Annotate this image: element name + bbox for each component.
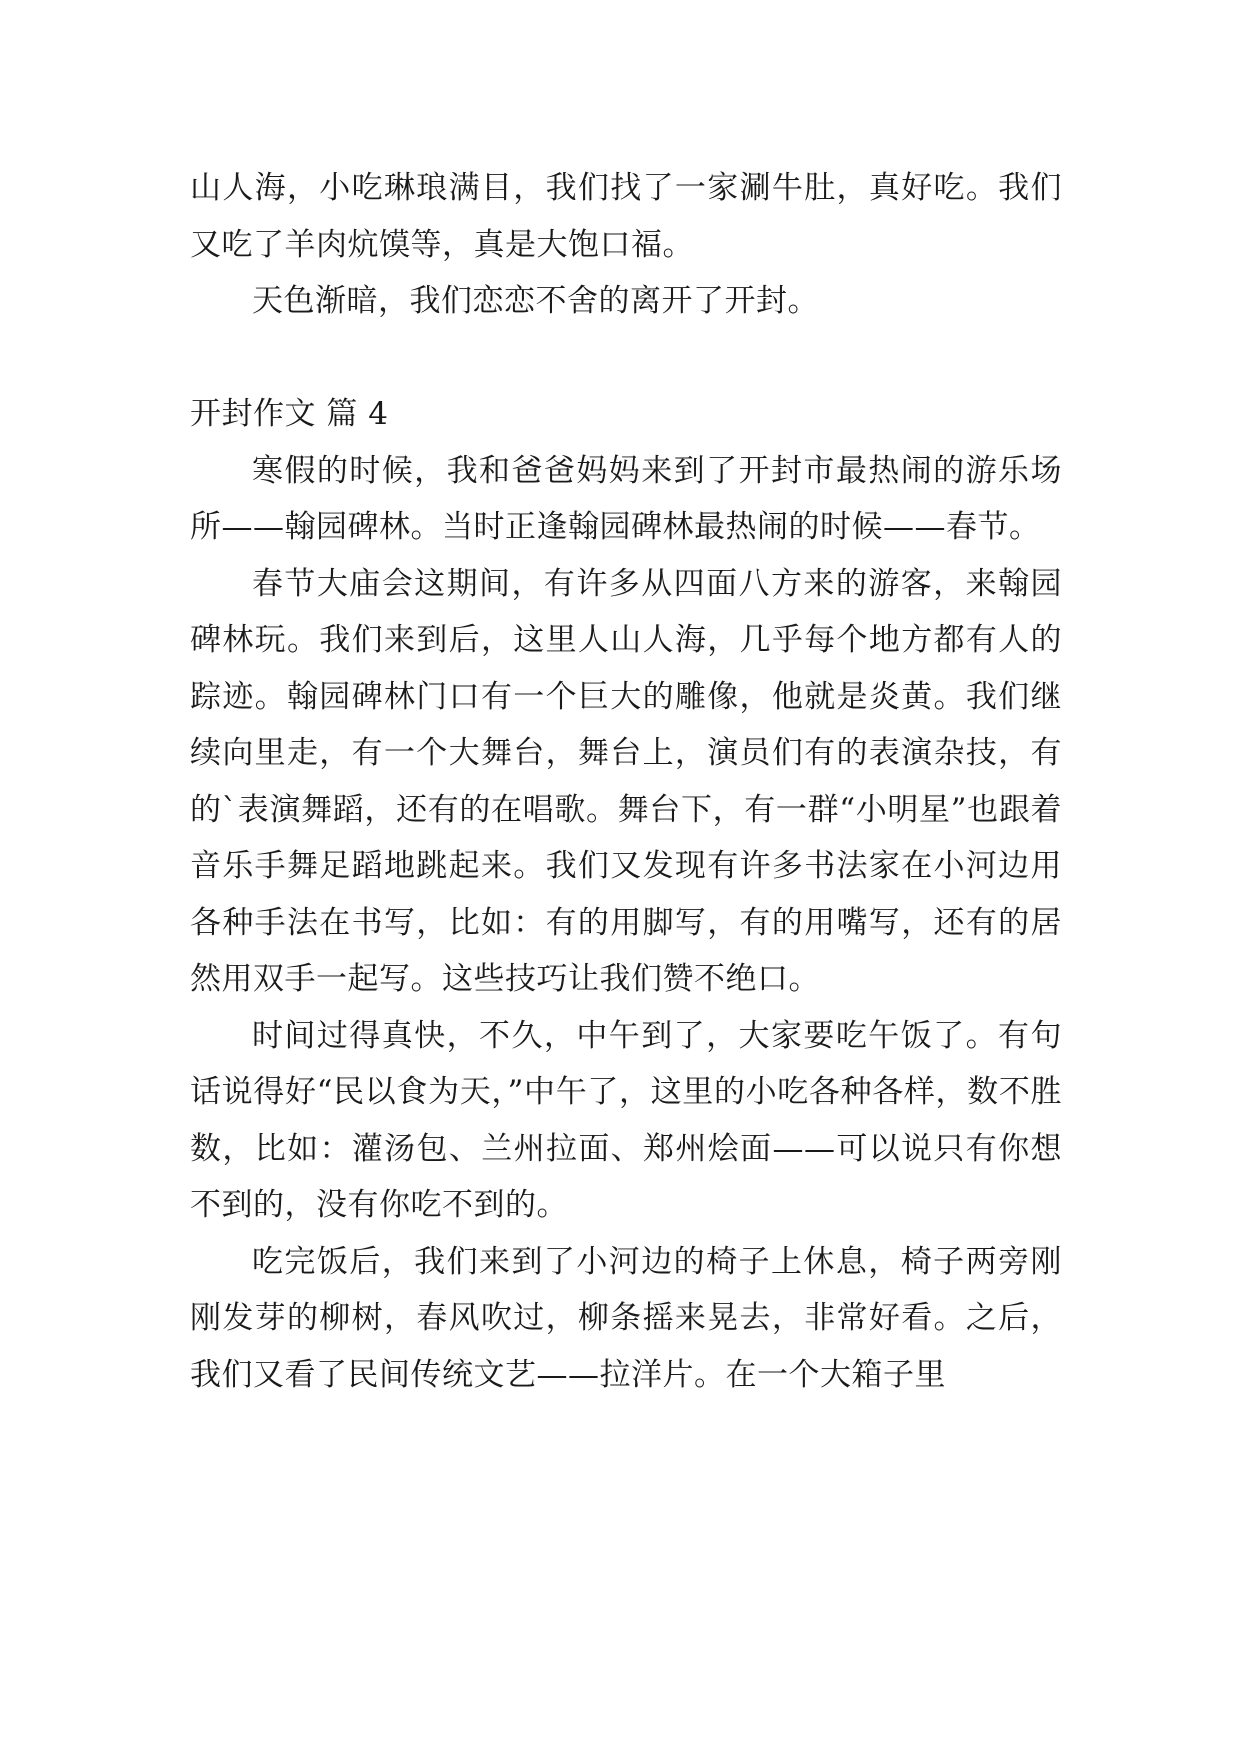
paragraph-intro: 寒假的时候，我和爸爸妈妈来到了开封市最热闹的游乐场所——翰园碑林。当时正逢翰园碑林最热闹的时候——春节。 <box>190 452 1062 545</box>
section-title: 开封作文 篇 4 <box>190 396 389 432</box>
document-page <box>190 160 1062 1403</box>
paragraph-temple-fair: 春节大庙会这期间，有许多从四面八方来的游客，来翰园碑林玩。我们来到后，这里人山人海，几乎每个地方都有人的踪迹。翰园碑林门口有一个巨大的雕像，他就是炎黄。我们继续向里走，有一个大舞台，舞台上，演员们有的表演杂技，有的`表演舞蹈，还有的在唱歌。舞台下，有一群“小明星”也跟着音乐手舞足蹈地跳起来。我们又发现有许多书法家在小河边用各种手法在书写，比如：有的用脚写，有的用嘴写，还有的居然用双手一起写。这些技巧让我们赞不绝口。 <box>190 565 1062 997</box>
paragraph-afternoon: 吃完饭后，我们来到了小河边的椅子上休息，椅子两旁刚刚发芽的柳树，春风吹过，柳条摇来晃去，非常好看。之后，我们又看了民间传统文艺——拉洋片。在一个大箱子里 <box>190 1243 1062 1393</box>
paragraph-lunch: 时间过得真快，不久，中午到了，大家要吃午饭了。有句话说得好“民以食为天，”中午了，这里的小吃各种各样，数不胜数，比如：灌汤包、兰州拉面、郑州烩面——可以说只有你想不到的，没有你吃不到的。 <box>190 1017 1062 1223</box>
section-spacer <box>190 330 1062 387</box>
paragraph-continuation: 山人海，小吃琳琅满目，我们找了一家涮牛肚，真好吃。我们又吃了羊肉炕馍等，真是大饱口福。 <box>190 170 1062 263</box>
paragraph-departure: 天色渐暗，我们恋恋不舍的离开了开封。 <box>252 283 819 319</box>
